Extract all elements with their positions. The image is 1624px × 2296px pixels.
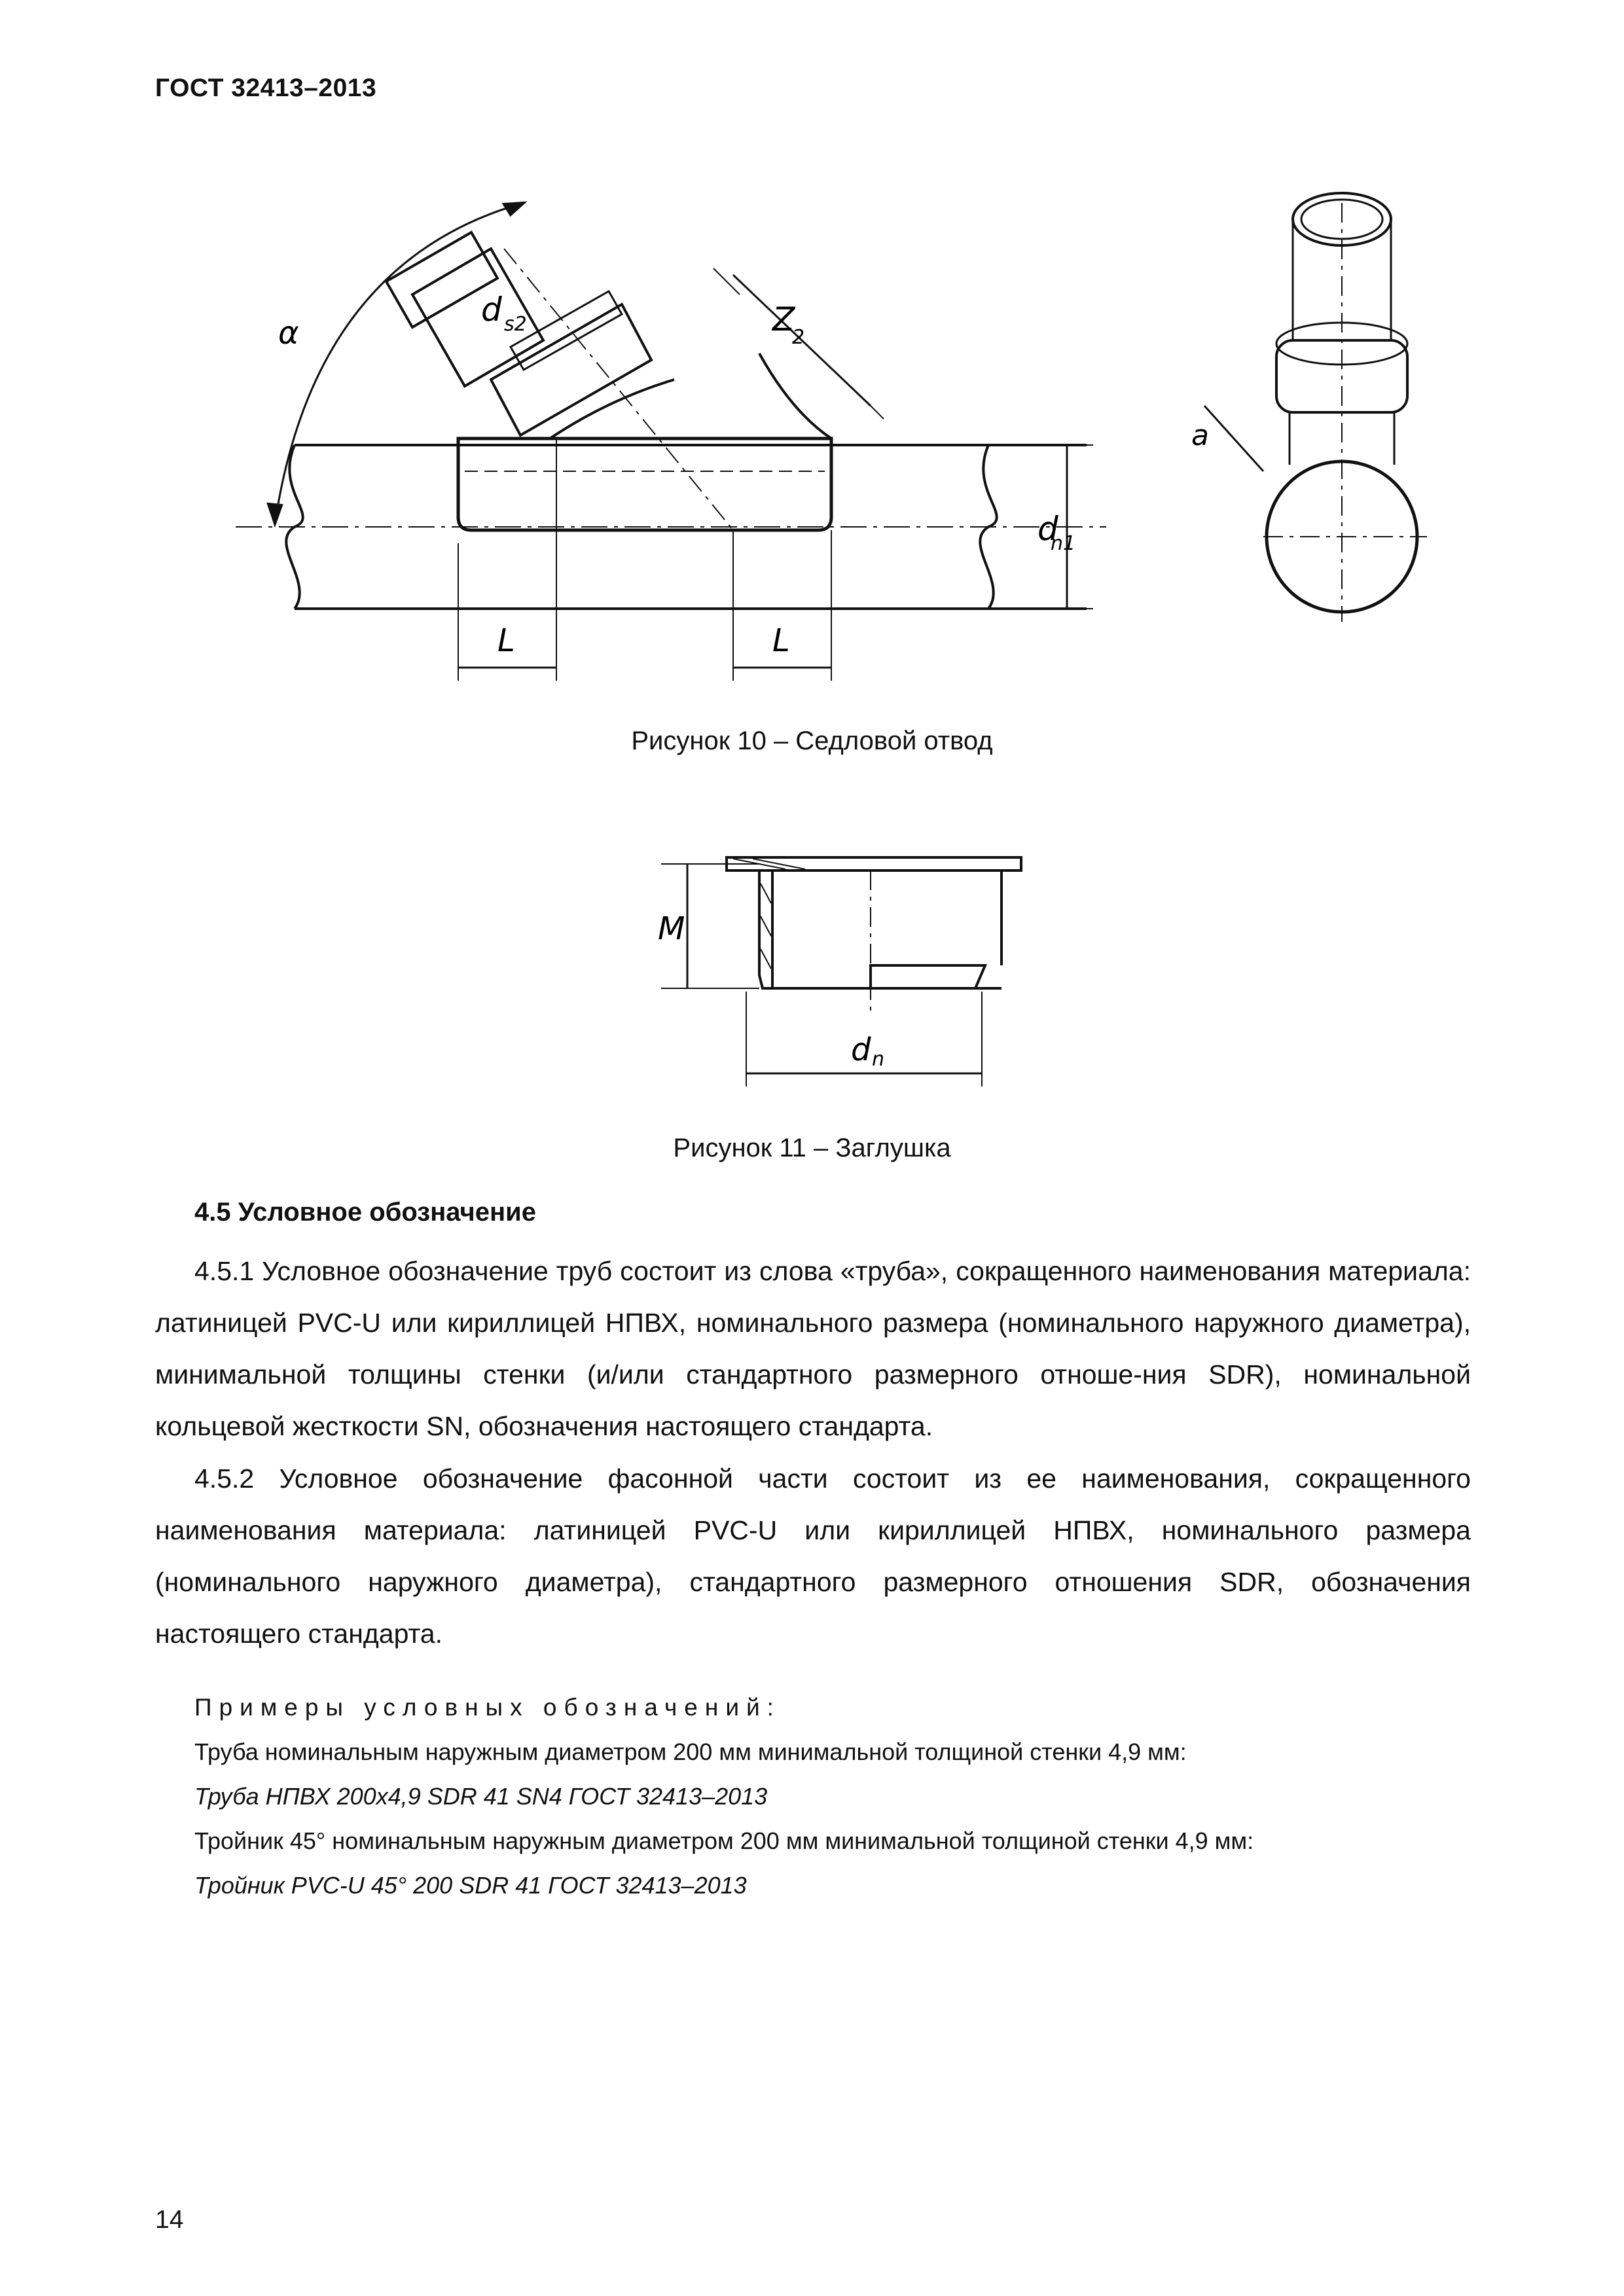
dn1-label: d [1038, 510, 1058, 548]
document-header: ГОСТ 32413–2013 [155, 74, 377, 102]
example-item: Труба номинальным наружным диаметром 200 мм минимальной толщиной стенки 4,9 мм: [194, 1738, 1187, 1765]
dn1-subscript: n1 [1051, 532, 1076, 555]
ds2-subscript: s2 [504, 313, 527, 336]
M-label: M [658, 910, 685, 947]
paragraph-text: 4.5.1 Условное обозначение труб состоит из слова «труба», сокращенного наименования материала: латиницей PVC-U или кириллицей НПВХ, номинального размера (номинального наружного диаметра), минимальной толщины стенки (и/или стандартного размерного отноше-ния SDR), номинальной кольцевой жесткости SN, обозначения настоящего стандарта. [155, 1256, 1471, 1441]
paragraph-text: 4.5.2 Условное обозначение фасонной части состоит из ее наименования, сокращенного наименования материала: латиницей PVC-U или кириллицей НПВХ, номинального размера (номинального наружного диаметра), стандартного размерного отношения SDR, обозначения настоящего стандарта. [155, 1463, 1471, 1649]
figure-11-caption: Рисунок 11 – Заглушка [673, 1134, 951, 1162]
L-label-left: L [497, 622, 515, 659]
a-label: a [1191, 419, 1209, 452]
z2-label: Z [772, 300, 795, 338]
example-item: Тройник PVC-U 45° 200 SDR 41 ГОСТ 32413–2013 [194, 1872, 747, 1899]
figure-11-drawing [635, 844, 1041, 1106]
paragraph-4-5-2 [155, 1453, 1471, 1660]
examples-label: Примеры условных обозначений: [194, 1694, 781, 1721]
example-item: Труба НПВХ 200х4,9 SDR 41 SN4 ГОСТ 32413–2013 [194, 1783, 768, 1810]
z2-subscript: 2 [792, 326, 805, 349]
figure-10-drawing [216, 164, 1447, 700]
dn-subscript: n [872, 1048, 885, 1071]
alpha-label: α [278, 315, 299, 351]
example-item: Тройник 45° номинальным наружным диаметром 200 мм минимальной толщиной стенки 4,9 мм: [194, 1827, 1254, 1854]
figure-10-caption: Рисунок 10 – Седловой отвод [631, 726, 993, 755]
page-number: 14 [155, 2206, 184, 2234]
ds2-label: d [481, 291, 502, 329]
paragraph-4-5-1 [155, 1246, 1471, 1452]
dn-label: d [851, 1031, 871, 1068]
L-label-right: L [772, 622, 790, 659]
section-title: 4.5 Условное обозначение [194, 1198, 536, 1227]
